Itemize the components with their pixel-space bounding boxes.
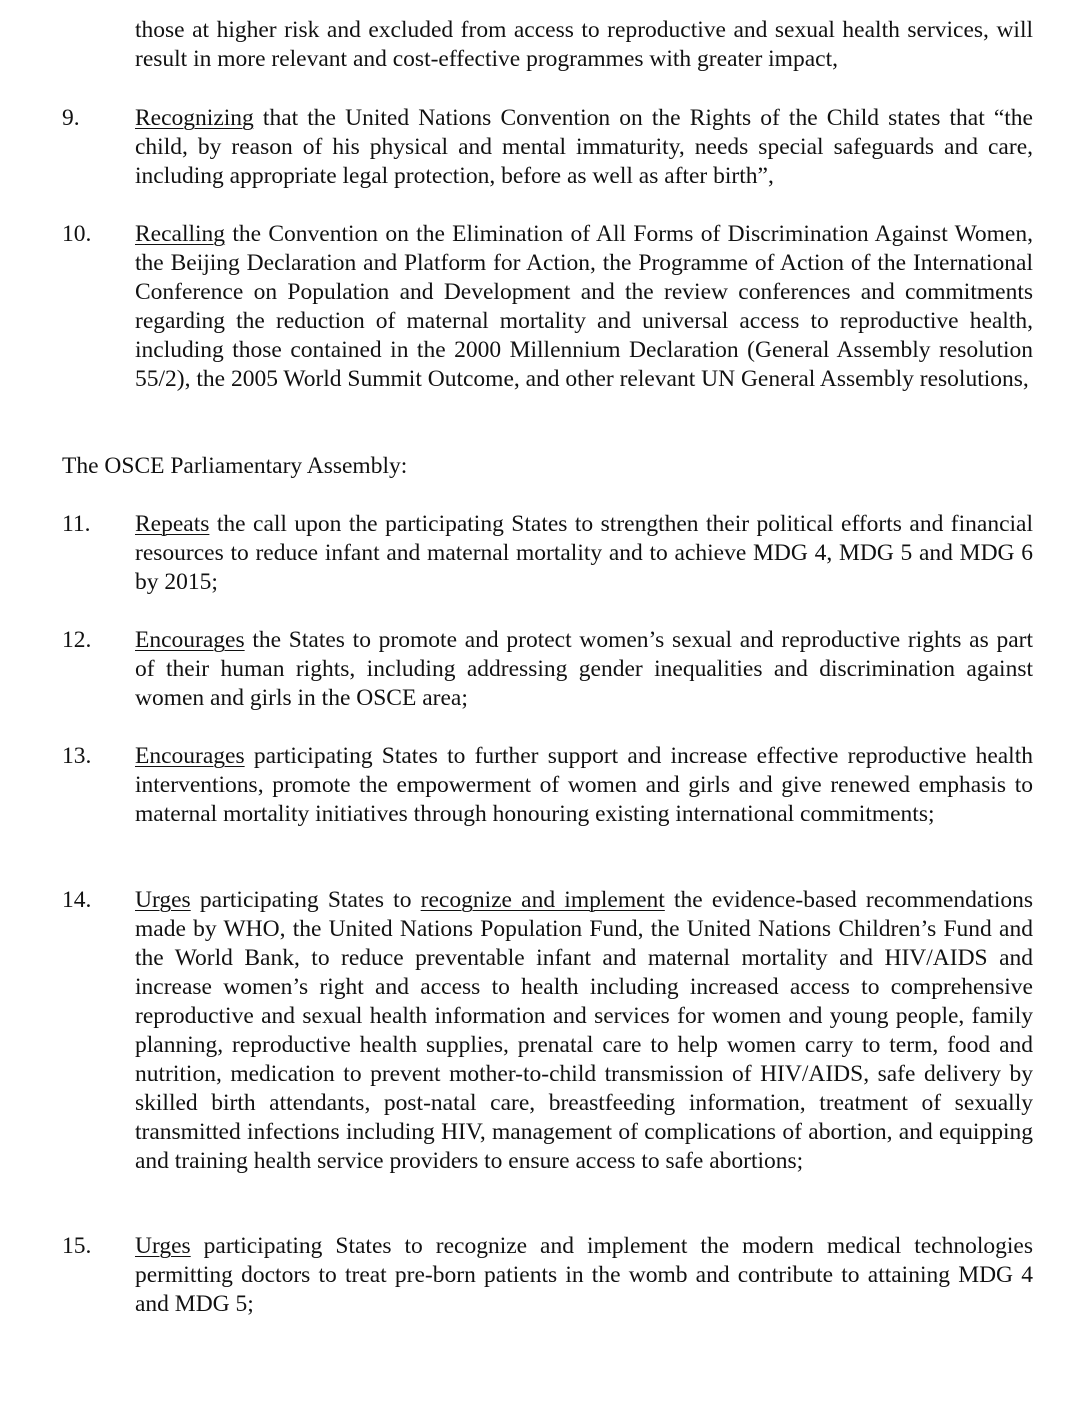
paragraph-11-lead: Repeats xyxy=(135,511,210,537)
paragraph-10-text: the Convention on the Elimination of All Forms of Discrimination Against Women, the Beijing Declaration and Platform for Action, the Programme of Action of the International Conference on Population and Development and the review conferences and commitments regarding the reduction of maternal mortality and universal access to reproductive health, including those contained in the 2000 Millennium Declaration (General Assembly resolution 55/2), the 2005 World Summit Outcome, and other relevant UN General Assembly resolutions, xyxy=(135,221,1033,392)
paragraph-number-13: 13. xyxy=(62,743,92,769)
paragraph-number-12: 12. xyxy=(62,627,92,653)
paragraph-15 xyxy=(135,1232,1033,1319)
paragraph-14-text-a: participating States to xyxy=(190,887,421,913)
assembly-heading: The OSCE Parliamentary Assembly: xyxy=(62,453,408,479)
paragraph-14-text-b: the evidence-based recommendations made by WHO, the United Nations Population Fund, the United Nations Children’s Fund and the World Bank, to reduce preventable infant and maternal mortality and HIV/AIDS and increase women’s right and access to health including increased access to comprehensive reproductive and sexual health information and services for women and young people, family planning, reproductive health supplies, prenatal care to help women carry to term, food and nutrition, medication to prevent mother-to-child transmission of HIV/AIDS, safe delivery by skilled birth attendants, post-natal care, breastfeeding information, treatment of sexually transmitted infections including HIV, management of complications of abortion, and equipping and training health service providers to ensure access to safe abortions; xyxy=(135,887,1033,1174)
paragraph-10 xyxy=(135,220,1033,394)
paragraph-number-11: 11. xyxy=(62,511,91,537)
paragraph-number-14: 14. xyxy=(62,887,92,913)
paragraph-15-lead: Urges xyxy=(135,1233,191,1259)
paragraph-12-lead: Encourages xyxy=(135,627,245,653)
paragraph-13 xyxy=(135,742,1033,829)
paragraph-12 xyxy=(135,626,1033,713)
paragraph-9 xyxy=(135,104,1033,191)
paragraph-14-underlined: recognize and implement xyxy=(420,887,665,913)
paragraph-10-lead: Recalling xyxy=(135,221,226,247)
paragraph-number-9: 9. xyxy=(62,105,80,131)
paragraph-12-text: the States to promote and protect women’s sexual and reproductive rights as part of their human rights, including addressing gender inequalities and discrimination against women and girls in the OSCE area; xyxy=(135,627,1033,711)
paragraph-9-text: that the United Nations Convention on the Rights of the Child states that “the child, by reason of his physical and mental immaturity, needs special safeguards and care, including appropriate legal protection, before as well as after birth”, xyxy=(135,105,1033,189)
paragraph-9-lead: Recognizing xyxy=(135,105,254,131)
paragraph-14 xyxy=(135,886,1033,1176)
paragraph-14-lead: Urges xyxy=(135,887,191,913)
paragraph-11 xyxy=(135,510,1033,597)
paragraph-13-text: participating States to further support and increase effective reproductive health interventions, promote the empowerment of women and girls and give renewed emphasis to maternal mortality initiatives through honouring existing international commitments; xyxy=(135,743,1033,827)
paragraph-number-10: 10. xyxy=(62,221,92,247)
paragraph-number-15: 15. xyxy=(62,1233,92,1259)
intro-continuation: those at higher risk and excluded from access to reproductive and sexual health services, will result in more relevant and cost-effective programmes with greater impact, xyxy=(135,17,1033,72)
paragraph-13-lead: Encourages xyxy=(135,743,245,769)
paragraph-15-text: participating States to recognize and implement the modern medical technologies permitting doctors to treat pre-born patients in the womb and contribute to attaining MDG 4 and MDG 5; xyxy=(135,1233,1033,1317)
paragraph-11-text: the call upon the participating States to strengthen their political efforts and financial resources to reduce infant and maternal mortality and to achieve MDG 4, MDG 5 and MDG 6 by 2015; xyxy=(135,511,1033,595)
